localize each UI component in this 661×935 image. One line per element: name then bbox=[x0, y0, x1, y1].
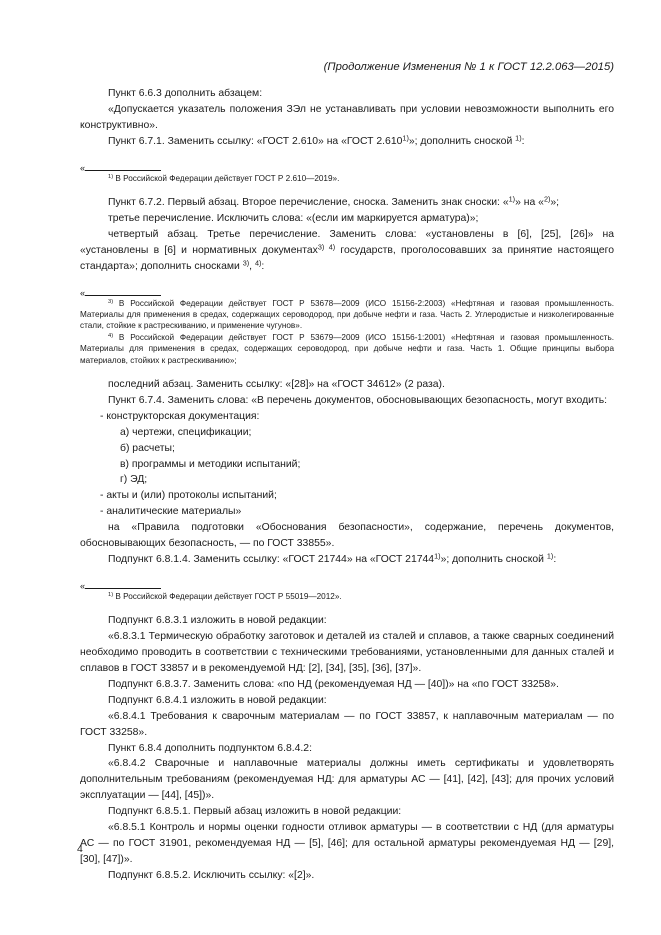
text: третье перечисление. Исключить слова: «(если им маркируется арматура)»; bbox=[108, 212, 479, 224]
text: Подпункт 6.8.3.1 изложить в новой редакции: bbox=[108, 615, 327, 627]
footnote-number: 1) bbox=[108, 173, 114, 180]
paragraph bbox=[80, 552, 614, 568]
footnote-separator bbox=[80, 163, 614, 173]
footnote-text: В Российской Федерации действует ГОСТ Р 53678—2009 (ИСО 15156-2:2003) «Нефтяная и газовая промышленность. Материалы для применения в средах, содержащих сероводород, при добыче нефти и газа. Часть 2. Углеродистые и низколегированные стали, стойкие к растрескиванию, и применение чугунов». bbox=[80, 298, 614, 331]
text: - аналитические материалы» bbox=[100, 506, 242, 518]
footnote bbox=[80, 332, 614, 366]
footnote-rule bbox=[85, 588, 161, 589]
text: а) чертежи, спецификации; bbox=[120, 426, 252, 438]
running-header: (Продолжение Изменения № 1 к ГОСТ 12.2.063—2015) bbox=[323, 61, 614, 73]
footnote-number: 3) bbox=[108, 298, 114, 305]
text: : bbox=[521, 135, 525, 147]
paragraph bbox=[80, 86, 614, 102]
footnote-open-mark: « bbox=[80, 287, 86, 298]
document-body bbox=[80, 86, 614, 884]
text: в) программы и методики испытаний; bbox=[120, 458, 301, 470]
paragraph bbox=[80, 393, 614, 409]
footnote-separator bbox=[80, 581, 614, 591]
text: «6.8.5.1 Контроль и нормы оценки годности отливок арматуры — в соответствии с НД (для арматуры АС — по ГОСТ 31901, рекомендуемая НД — [5], [46]; для остальной арматуры рекомендуемая НД — [29], [30], [47])». bbox=[80, 822, 614, 865]
list-item bbox=[80, 472, 614, 488]
text: Пункт 6.6.3 дополнить абзацем: bbox=[108, 88, 263, 99]
text: Подпункт 6.8.5.1. Первый абзац изложить в новой редакции: bbox=[108, 806, 402, 818]
text: государств, проголосовавших за принятие настоящего стандарта»; дополнить сносками bbox=[80, 244, 614, 272]
text: »; дополнить сноской bbox=[408, 135, 516, 147]
list-item bbox=[80, 457, 614, 473]
text: Подпункт 6.8.3.7. Заменить слова: «по НД (рекомендуемая НД — [40])» на «по ГОСТ 33258». bbox=[108, 678, 559, 690]
text: - конструкторская документация: bbox=[100, 410, 260, 422]
text: «6.8.3.1 Термическую обработку заготовок и деталей из сталей и сплавов, а также сварных соединений необходимо проводить в соответствии с техническими требованиями, установленными для данных сталей и сплавов в ГОСТ 33857 и в рекомендуемой НД: [2], [34], [35], [36], [37]». bbox=[80, 631, 614, 674]
paragraph bbox=[80, 377, 614, 393]
list-item bbox=[80, 488, 614, 504]
text: б) расчеты; bbox=[120, 442, 175, 454]
footnote-separator bbox=[80, 288, 614, 298]
text: «6.8.4.1 Требования к сварочным материалам — по ГОСТ 33857, к наплавочным материалам — по ГОСТ 33258». bbox=[80, 710, 614, 738]
text: Пункт 6.7.4. Заменить слова: «В перечень документов, обосновывающих безопасность, могут входить: bbox=[108, 394, 608, 406]
text: Подпункт 6.8.1.4. Заменить ссылку: «ГОСТ 21744» на «ГОСТ 21744 bbox=[108, 553, 435, 565]
footnote-rule bbox=[85, 295, 161, 296]
paragraph bbox=[80, 820, 614, 868]
footnote-number: 1) bbox=[108, 592, 114, 599]
paragraph bbox=[80, 693, 614, 709]
footnote-ref: 4) bbox=[254, 258, 262, 268]
list-item bbox=[80, 441, 614, 457]
footnote-ref: 3) bbox=[242, 258, 250, 268]
paragraph bbox=[80, 134, 614, 150]
text: г) ЭД; bbox=[120, 474, 148, 486]
text: - акты и (или) протоколы испытаний; bbox=[100, 490, 277, 502]
text: на «Правила подготовки «Обоснования безопасности», содержание, перечень документов, обосновывающих безопасность, — по ГОСТ 33855». bbox=[80, 522, 614, 550]
footnote-open-mark: « bbox=[80, 580, 86, 591]
text: последний абзац. Заменить ссылку: «[28]» на «ГОСТ 34612» (2 раза). bbox=[108, 379, 445, 390]
footnote bbox=[80, 173, 614, 184]
footnote-text: В Российской Федерации действует ГОСТ Р 55019—2012». bbox=[113, 591, 342, 601]
text: » на « bbox=[515, 197, 544, 209]
text: четвертый абзац. Третье перечисление. Заменить слова: «установлены в [6], [25], [26]» на «установлены в [6] и нормативных документах bbox=[80, 228, 614, 256]
paragraph bbox=[80, 102, 614, 134]
footnote-ref: 2) bbox=[543, 194, 551, 204]
paragraph bbox=[80, 613, 614, 629]
text: »; bbox=[550, 197, 560, 209]
footnote-open-mark: « bbox=[80, 162, 86, 173]
footnote-text: В Российской Федерации действует ГОСТ Р 53679—2009 (ИСО 15156-1:2001) «Нефтяная и газовая промышленность. Материалы для применения в средах, содержащих сероводород, при добыче нефти и газа. Часть 1. Общие принципы выбора материалов, стойких к растрескиванию»; bbox=[80, 332, 614, 365]
footnote-text: В Российской Федерации действует ГОСТ Р 2.610—2019». bbox=[113, 173, 340, 183]
list-item bbox=[80, 409, 614, 425]
paragraph bbox=[80, 868, 614, 884]
text: «6.8.4.2 Сварочные и наплавочные материалы должны иметь сертификаты и удовлетворять дополнительным требованиям (рекомендуемая НД: для арматуры АС — [41], [42], [43]; для прочих условий эксплуатации — [44], [45])». bbox=[80, 758, 614, 802]
paragraph bbox=[80, 520, 614, 552]
list-item bbox=[80, 504, 614, 520]
paragraph bbox=[80, 741, 614, 757]
paragraph bbox=[80, 629, 614, 677]
text: Пункт 6.7.1. Заменить ссылку: «ГОСТ 2.610» на «ГОСТ 2.610 bbox=[108, 135, 403, 147]
footnote-rule bbox=[85, 170, 161, 171]
paragraph bbox=[80, 804, 614, 820]
footnote bbox=[80, 591, 614, 602]
text: Пункт 6.8.4 дополнить подпунктом 6.8.4.2: bbox=[108, 742, 312, 754]
paragraph bbox=[80, 709, 614, 741]
footnote bbox=[80, 298, 614, 332]
text: Пункт 6.7.2. Первый абзац. Второе перечисление, сноска. Заменить знак сноски: « bbox=[108, 197, 509, 209]
page-number: 4 bbox=[77, 844, 83, 855]
paragraph bbox=[80, 677, 614, 693]
footnote-ref: 1) bbox=[434, 551, 441, 561]
footnote-number: 4) bbox=[108, 332, 114, 339]
text: Подпункт 6.8.5.2. Исключить ссылку: «[2]». bbox=[108, 869, 315, 881]
text: »; дополнить сноской bbox=[440, 553, 547, 565]
paragraph bbox=[80, 195, 614, 211]
paragraph bbox=[80, 227, 614, 275]
text: : bbox=[553, 553, 557, 565]
footnote-ref: 1) bbox=[508, 194, 516, 204]
footnote-ref: 1) bbox=[515, 133, 522, 143]
list-item bbox=[80, 425, 614, 441]
text: , bbox=[249, 260, 255, 272]
paragraph bbox=[80, 211, 614, 227]
footnote-ref: 3) 4) bbox=[317, 242, 336, 252]
text: : bbox=[261, 260, 265, 272]
paragraph bbox=[80, 756, 614, 804]
text: Подпункт 6.8.4.1 изложить в новой редакции: bbox=[108, 694, 327, 706]
footnote-ref: 1) bbox=[402, 133, 409, 143]
text: «Допускается указатель положения ЗЭл не устанавливать при условии невозможности выполнить его конструктивно». bbox=[80, 103, 614, 131]
footnote-ref: 1) bbox=[546, 551, 554, 561]
